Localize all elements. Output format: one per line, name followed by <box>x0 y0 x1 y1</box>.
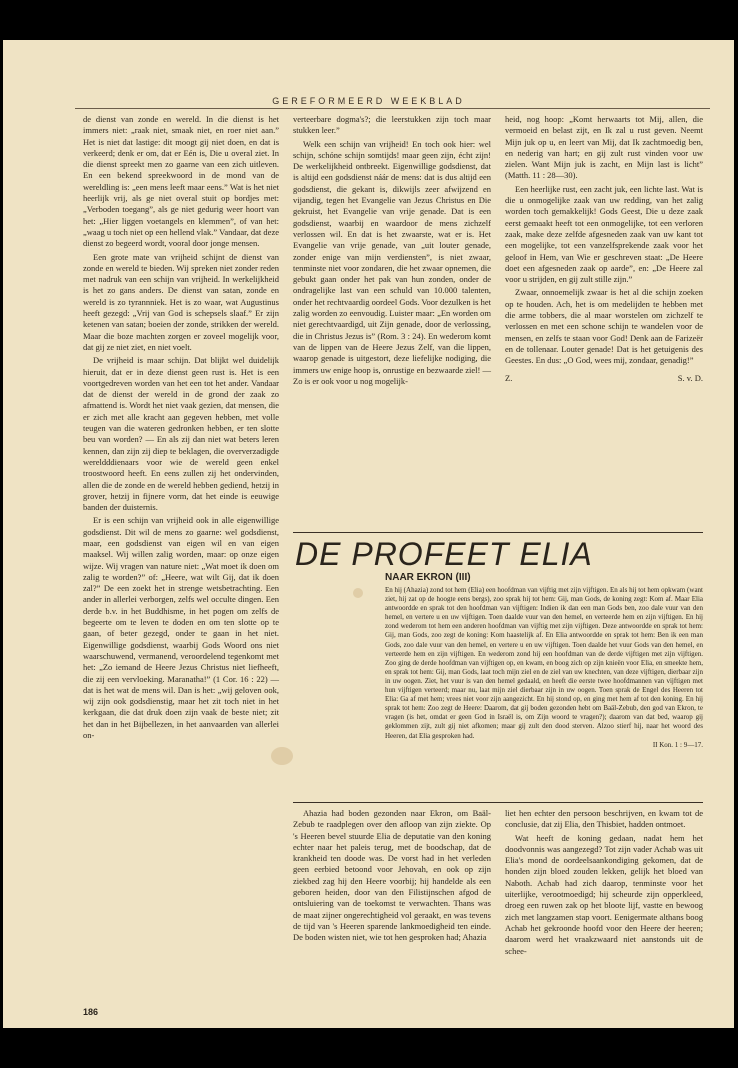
paragraph: liet hen echter den persoon beschrijven, en kwam tot de conclusie, dat zij Elia, den Thisbiet, hadden ontmoet. <box>505 808 703 830</box>
magazine-page <box>3 40 734 1028</box>
page-number: 186 <box>83 1007 99 1017</box>
paragraph: verteerbare dogma's?; die leerstukken zijn toch maar stukken leer.” <box>293 114 491 136</box>
paragraph: Welk een schijn van vrijheid! En toch ook hier: wel schijn, schóne schijn somtijds! maar geen zijn, écht zijn! De werkelijkheid ontbreekt. Eigenwillige godsdienst, dat is altijd een godsdienst náár de mens: dat is dus altijd een godsdienst, die gekant is, dikwijls zeer afwijzend en vijandig, tegen het Evangelie van Jezus Christus en Die gekruist, het Evangelie van vrije genade. Dat is een godsdienst, waarbij en waardoor de mens zichzelf verlossen wil. En dat is het zwaarste, wat er is. Het Evangelie van vrije genade, van „uit louter genade, zonder enige van mijn verdiensten”, is niet zwaar, tenminste niet voor zondaren, die het zwaar opnemen, die gebukt gaan onder het pak van hun zonden, onder de ondragelijke last van een schuld van 10.000 talenten, onder het rechtvaardig oordeel Gods. Voor dezulken is het zalig worden zo eenvoudig. Luister maar: „En worden om niet gerechtvaardigd, uit Zijn genade, door de verlossing, die in Christus Jezus is” (Rom. 3 : 24). En wederom komt van de lippen van de Heere Jezus Zelf, van die lippen, waarop genade is uitgestort, deze liefelijke nodiging, die immers uw enige hoop is, onrustige en bezwaarde ziel! — Zo is er ook voor u nog mogelijk- <box>293 138 491 386</box>
paragraph: Wat heeft de koning gedaan, nadat hem het doodvonnis was aangezegd? Tot zijn vader Achab was uit Elia's mond de oordeelsaankondiging gekomen, dat de honden zijn bloed zouden lekken, gelijk het bloed van Naboth. Achab had zich daarop, tenminste voor het uiterlijke, verootmoedigd; hij scheurde zijn opperkleed, droeg een ruwen zak op het bloote lijf, vastte en bewoog zich met langzamen stap voort. Eenigermate althans boog Achab het gekroonde hoofd voor den Heere der heeren; daarom werd het vraakzwaard niet aanstonds uit de schee- <box>505 832 703 956</box>
column-4 <box>293 808 491 946</box>
paragraph: Een grote mate van vrijheid schijnt de dienst van zonde en wereld te bieden. Wij spreken niet zonder reden met nadruk van een schijn van vrijheid. In werkelijkheid is het zo gans anders. De dienst van satan, zonde en wereld is zo tyrannniek. Het is zo waar, wat Augustinus heeft gezegd: „Vrij van God is schepsels slaaf.” Er zijn ketenen van satan; boeien der zonde, strikken der wereld. Maar die boze machten zorgen er zoveel mogelijk voor, dat gij ze niet ziet, en niet voelt. <box>83 251 279 352</box>
signature <box>505 373 703 384</box>
article-title: DE PROFEET ELIA <box>295 536 593 572</box>
running-header: GEREFORMEERD WEEKBLAD <box>272 96 465 106</box>
article-bottom-rule <box>293 802 703 803</box>
paper-stain <box>353 588 363 598</box>
header-rule <box>75 108 710 109</box>
signature-right: S. v. D. <box>677 372 703 383</box>
column-2 <box>293 114 491 389</box>
column-3 <box>505 114 703 384</box>
signature-left: Z. <box>505 372 513 383</box>
column-5 <box>505 808 703 959</box>
scripture-quote <box>385 586 703 750</box>
paragraph: de dienst van zonde en wereld. In die dienst is het immers niet: „raak niet, smaak niet, en roer niet aan.” Het is niet dat lastige: dit moogt gij niet doen, en dat is verkeerd; denk er om, dat er Eén is, Die u overal ziet. In die dienst spreekt men zo gaarne van een zich uitleven. En een bekend spreekwoord in de mond van de wereldling is: „een mens leeft maar eens.” Wat is het niet heerlijk vrij, als ge niet overal stuit op bordjes met: „Verboden toegang”, als ge niet gedurig weer hoort van het: „Hier liggen voetangels en klemmen”, of van het: „waag u toch niet op een hellend vlak.” Vandaar, dat deze dienst zo begeerd wordt, vooral door jonge mensen. <box>83 114 279 249</box>
article-top-rule <box>293 532 703 533</box>
paragraph: Zwaar, onnoemelijk zwaar is het al die schijn zoeken op te houden. Ach, het is om medelijden te hebben met die arme tobbers, die al maar worstelen om zichzelf te verlossen en met een schone schijn te wandelen voor de mensen, en zelfs te staan voor God! Denk aan de Farizeër en de tollenaar. Louter genade! Dat is het getuigenis des Geestes. En dus: „O God, wees mij, zondaar, genadig!” <box>505 287 703 366</box>
paragraph: heid, nog hoop: „Komt herwaarts tot Mij, allen, die vermoeid en belast zijt, en Ik zal u rust geven. Neemt Mijn juk op u, en leert van Mij, dat Ik zachtmoedig ben, en nederig van hart; en gij zult rust vinden voor uw zielen. Want Mijn juk is zacht, en Mijn last is licht” (Matth. 11 : 28—30). <box>505 114 703 181</box>
paragraph: De vrijheid is maar schijn. Dat blijkt wel duidelijk hieruit, dat er in deze dienst geen rust is. Het is een voortgedreven worden van het een tot het ander. Vandaar dat de dienst der wereld in de grond der zaak zo afmattend is. Wordt het niet vaak gezien, dat mensen, die er zich met alle kracht aan gegeven hebben, met volle teugen van die wateren gedronken hebben, er ten slotte beu van worden? — En als zij dan niet wat beters leren kennen, dan zijn zij diep te beklagen, die oververzadigde wereldddienaars voor wie de wereld geen enkel troostwoord heeft. En eens zullen zij het ondervinden, allen die de zonde en de wereld hebben gediend, hetzij in grover, hetzij in fijnere vorm, dat het einde is eeuwige banden der duisternis. <box>83 355 279 513</box>
quote-reference: II Kon. 1 : 9—17. <box>652 740 703 749</box>
paper-stain <box>271 747 293 765</box>
paragraph: Een heerlijke rust, een zacht juk, een lichte last. Wat is die u onmogelijke zaak van uw redding, van het zalig worden toch gemakkelijk! Gods Geest, Die u deze zaak eerst gemaakt heeft tot een onmogelijke, tot een verloren zaak, make deze zelfde afgesneden zaak van uw kant tot een mogelijke, tot een vanzelfsprekende zaak voor het geloof in Hem, van Wie er geschreven staat: „De Heere doet een afgesneden zaak op aarde”, en: „De Heere zal voor u strijden, en gij zult stille zijn.” <box>505 183 703 285</box>
paragraph: Er is een schijn van vrijheid ook in alle eigenwillige godsdienst. Dit wil de mens zo gaarne: wel godsdienst, maar, een godsdienst van eigen wil en van eigen maaksel. Wij willen zalig worden, maar: op onze eigen wijze. Wij vragen van nature niet: „Wat moet ik doen om zalig te worden?” of: „Heere, wat wilt Gij, dat ik doen zal?” De een zoekt het in strenge wetsbetrachting. Een ander in allerlei verborgen, zelfs wel occulte dingen. Een derde b.v. in het Buddhisme, in het pogen om zelfs de begeerte om te leven te doden en om ten slotte op te gaan, of beter gezegd, onder te gaan in het niet. Eigenwillige godsdienst, waarbij Gods Woord ons niet waarschuwend, vermanend, veroordelend tegenkomt met het: „Zo iemand de Heere Jezus Christus niet liefheeft, die zij een vervloeking. Maranatha!” (1 Cor. 16 : 22) — dat is het wat de mens wil. Dan is het: „wij geloven ook, wij zijn ook godsdienstig, maar het zit toch niet in het kerkgaan, die dat druk doen zijn vaak de beste niet; zit het dan in het Bijbellezen, in het aanvaarden van allerlei on- <box>83 515 279 741</box>
quote-text: En hij (Ahazia) zond tot hem (Elia) een hoofdman van vijftig met zijn vijftigen. En als hij tot hem opkwam (want ziet, hij zat op de hoogte eens bergs), zoo sprak hij tot hem: Gij, man Gods, de koning zegt: Kom af. Maar Elia antwoordde en sprak tot den hoofdman van vijftigen: Indien ik dan een man Gods ben, zoo dale vuur van den hemel, en vertere u en uw vijftigen. Toen daalde vuur van den hemel, en verteerde hem en zijn vijftigen. En hij zond wederom tot hem een anderen hoofdman van vijftig met zijn vijftigen. Deze antwoordde en sprak tot hem: Gij, man Gods, zoo zegt de koning: Kom haastelijk af. En Elia antwoordde en sprak tot hem: Ben ik een man Gods, zoo dale vuur van den hemel, en vertere u en uw vijftigen. Toen daalde het vuur Gods van den hemel, en verteerde hem en zijn vijftigen. En wederom zond hij een hoofdman van de derde vijftigen met zijn vijftigen. Zoo ging de derde hoofdman van vijftigen op, en kwam, en boog zich op zijn knieën voor Elia, en smeekte hem, en sprak tot hem: Gij, man Gods, laat toch mijn ziel en de ziel van uw knechten, van deze vijftigen, dierbaar zijn in uw oogen. Ziet, het vuur is van den hemel gedaald, en heeft die eerste twee hoofdmannen van vijftigen met hun vijftigen verteerd; maar nu, laat mijn ziel dierbaar zijn in uw oogen. Toen sprak de Engel des Heeren tot Elia: Ga af met hem; vrees niet voor zijn aangezicht. En hij stond op, en ging met hem af tot den koning. En hij sprak tot hem: Zoo zegt de Heere: Daarom, dat gij boden gezonden hebt om Baäl-Zebub, den god van Ekron, te vragen (is het, omdat er geen God in Israël is, om Zijn woord te vragen?); daarom van dat bed, waarop gij geklommen zijt, zult gij niet afkomen; maar gij zult den dood sterven. Alzoo stierf hij, naar het woord des Heeren, dat Elia gesproken had. <box>385 586 703 740</box>
paragraph: Ahazia had boden gezonden naar Ekron, om Baäl-Zebub te raadplegen over den afloop van zijn ziekte. Op 's Heeren bevel stuurde Elia de deputatie van den koning echter naar het paleis terug, met de boodschap, dat de krankheid ten doode was. De vorst had in het verleden geen eerbied betoond voor Jehovah, en ook op zijn ziekbed zag hij den Heere voorbij; hij handelde als een geboren heiden, door van den Filistijnschen afgod de ontsluiering van de toekomst te verwachten. Thans was de maat zijner ongerechtigheid vol geraakt, en was tevens de tijd van 's Heeren sparende lankmoedigheid ten einde. De boden wisten niet, wie tot hen gesproken had; Ahazia <box>293 808 491 943</box>
article-subtitle: NAAR EKRON (III) <box>385 572 471 583</box>
column-1 <box>83 114 279 743</box>
